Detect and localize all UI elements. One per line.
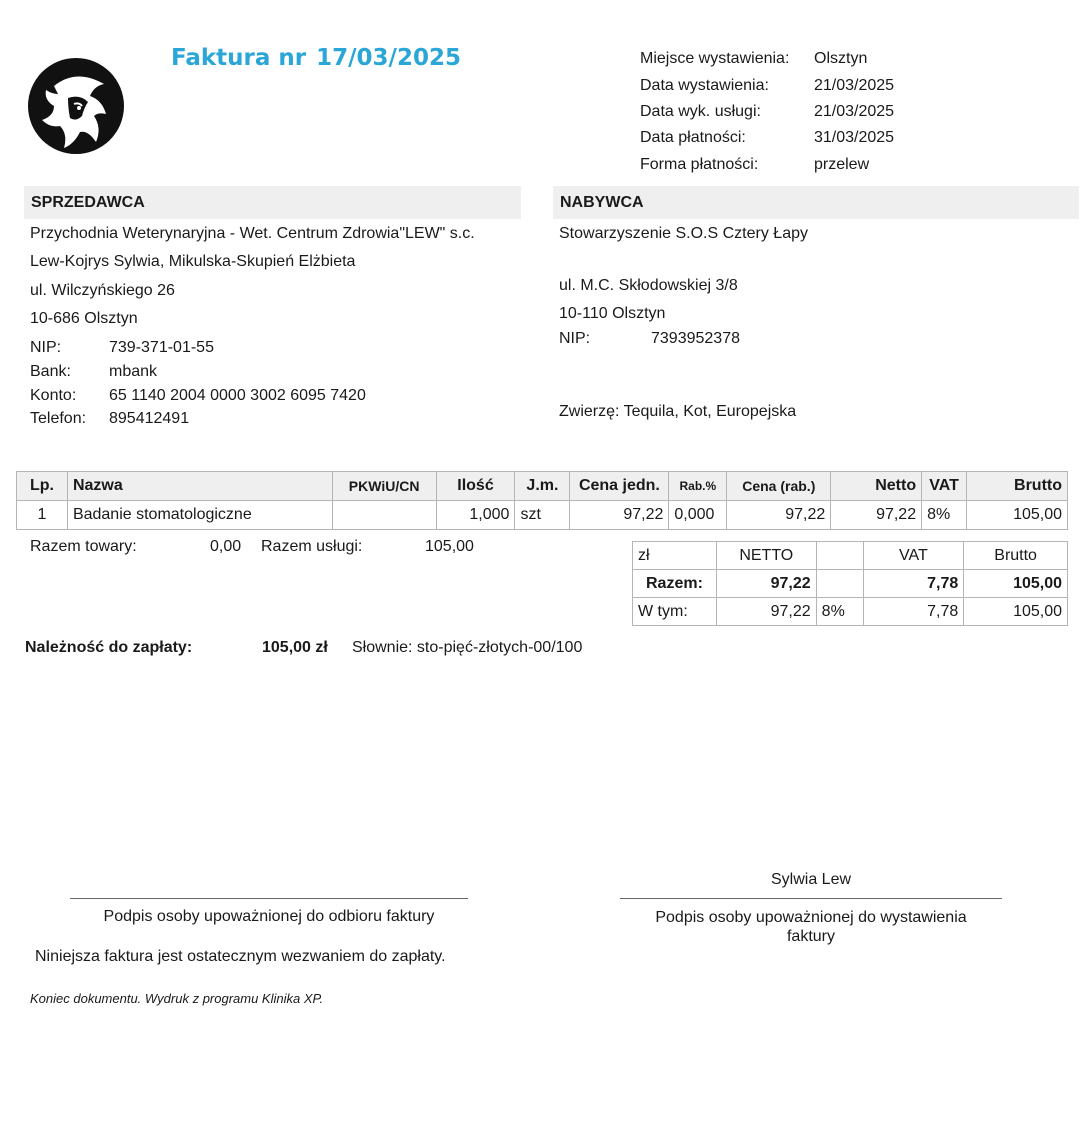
meta-value: przelew: [814, 155, 870, 173]
col-header: VAT: [922, 472, 967, 501]
meta-row-payment-date: [640, 125, 894, 152]
document-end-note: Koniec dokumentu. Wydruk z programu Klinika XP.: [30, 991, 324, 1006]
meta-row-issue-date: [640, 73, 894, 100]
col-header: Brutto: [967, 472, 1068, 501]
buyer-animal: Zwierzę: Tequila, Kot, Europejska: [559, 403, 797, 420]
meta-label: Forma płatności:: [640, 155, 759, 173]
seller-nip: [30, 339, 214, 357]
items-table: [16, 471, 1068, 530]
meta-value: 31/03/2025: [814, 129, 895, 146]
invoice-title: [171, 45, 461, 71]
cell-qty: 1,000: [436, 501, 515, 530]
buyer-heading: NABYWCA: [553, 186, 1079, 219]
seller-account-value: 65 1140 2004 0000 3002 6095 7420: [109, 387, 366, 404]
vat-cell: 105,00: [964, 570, 1068, 598]
buyer-street: ul. M.C. Skłodowskiej 3/8: [559, 277, 738, 294]
invoice-title-prefix: Faktura nr: [171, 45, 307, 71]
meta-row-payment-method: [640, 152, 894, 179]
signature-caption-left: Podpis osoby upoważnionej do odbioru faktury: [103, 908, 435, 925]
invoice-meta: [640, 46, 894, 178]
vat-cell: 7,78: [863, 598, 964, 626]
vat-cell: NETTO: [716, 542, 816, 570]
col-header: Lp.: [17, 472, 68, 501]
seller-account-label: Konto:: [30, 387, 77, 404]
meta-label: Data wyk. usługi:: [640, 103, 761, 120]
seller-phone: [30, 410, 189, 428]
meta-value: 21/03/2025: [814, 76, 895, 94]
col-header: Rab.%: [669, 472, 727, 501]
seller-phone-label: Telefon:: [30, 410, 87, 427]
vat-cell: VAT: [863, 542, 964, 570]
summary-services-label: Razem usługi:: [261, 538, 363, 555]
vat-cell: Brutto: [964, 542, 1068, 570]
lion-head-logo-icon: [24, 56, 132, 160]
vat-cell: 97,22: [716, 598, 816, 626]
meta-row-place: [640, 46, 894, 73]
vat-cell: [816, 570, 863, 598]
due-words: Słownie: sto-pięć-złotych-00/100: [352, 639, 583, 656]
meta-value: 21/03/2025: [814, 103, 895, 120]
seller-nip-value: 739-371-01-55: [109, 339, 214, 356]
vat-cell: 8%: [816, 598, 863, 626]
meta-label: Data wystawienia:: [640, 76, 769, 94]
due-label: Należność do zapłaty:: [25, 639, 193, 656]
payment-notice: Niniejsza faktura jest ostatecznym wezwaniem do zapłaty.: [35, 948, 446, 965]
vat-cell: [816, 542, 863, 570]
vat-cell: zł: [633, 542, 717, 570]
seller-nip-label: NIP:: [30, 339, 62, 356]
vat-cell: W tym:: [633, 598, 717, 626]
buyer-city: 10-110 Olsztyn: [559, 305, 666, 322]
cell-unit: szt: [515, 501, 570, 530]
meta-row-service-date: [640, 99, 894, 125]
col-header: J.m.: [515, 472, 570, 501]
seller-name: Przychodnia Weterynaryjna - Wet. Centrum Zdrowia"LEW" s.c.: [30, 225, 475, 242]
summary-goods-label: Razem towary:: [30, 538, 137, 555]
signature-line-left: [70, 898, 468, 899]
seller-city: 10-686 Olsztyn: [30, 310, 138, 327]
cell-net: 97,22: [831, 501, 922, 530]
vat-total-row: [633, 570, 1068, 598]
due-amount: 105,00 zł: [262, 639, 328, 656]
buyer-nip-label: NIP:: [559, 330, 591, 347]
buyer-nip-value: 7393952378: [651, 330, 740, 347]
col-header: Cena jedn.: [570, 472, 669, 501]
summary-services-value: 105,00: [425, 538, 474, 555]
col-header: Netto: [831, 472, 922, 501]
seller-street: ul. Wilczyńskiego 26: [30, 282, 175, 299]
meta-value: Olsztyn: [814, 50, 868, 67]
table-row: [17, 501, 1068, 530]
col-header: Cena (rab.): [727, 472, 831, 501]
meta-label: Miejsce wystawienia:: [640, 50, 790, 67]
col-header: Ilość: [436, 472, 515, 501]
col-header: PKWiU/CN: [332, 472, 436, 501]
seller-bank: [30, 363, 157, 381]
vat-cell: 7,78: [863, 570, 964, 598]
summary-goods-value: 0,00: [210, 538, 242, 555]
cell-name: Badanie stomatologiczne: [67, 501, 332, 530]
seller-heading: SPRZEDAWCA: [24, 186, 521, 219]
cell-gross: 105,00: [967, 501, 1068, 530]
vat-cell: Razem:: [633, 570, 717, 598]
invoice-number: 17/03/2025: [316, 45, 461, 71]
signature-name-right: Sylwia Lew: [770, 871, 852, 888]
cell-discount: 0,000: [669, 501, 727, 530]
vat-cell: 97,22: [716, 570, 816, 598]
vat-summary-table: [632, 541, 1068, 626]
cell-lp: 1: [17, 501, 68, 530]
items-header-row: [17, 472, 1068, 501]
seller-bank-label: Bank:: [30, 363, 71, 380]
col-header: Nazwa: [67, 472, 332, 501]
seller-phone-value: 895412491: [109, 410, 190, 427]
seller-owners: Lew-Kojrys Sylwia, Mikulska-Skupień Elżbieta: [30, 253, 356, 270]
vat-cell: 105,00: [964, 598, 1068, 626]
signature-caption-right: Podpis osoby upoważnionej do wystawienia faktury: [655, 909, 967, 945]
cell-vat: 8%: [922, 501, 967, 530]
buyer-nip: [559, 330, 740, 348]
vat-header-row: [633, 542, 1068, 570]
cell-unit-price: 97,22: [570, 501, 669, 530]
seller-bank-value: mbank: [109, 363, 158, 380]
vat-breakdown-row: [633, 598, 1068, 626]
buyer-name: Stowarzyszenie S.O.S Cztery Łapy: [559, 225, 808, 242]
cell-discounted-price: 97,22: [727, 501, 831, 530]
signature-line-right: [620, 898, 1002, 899]
cell-pkwiu: [332, 501, 436, 530]
meta-label: Data płatności:: [640, 129, 746, 146]
seller-account: [30, 387, 366, 405]
